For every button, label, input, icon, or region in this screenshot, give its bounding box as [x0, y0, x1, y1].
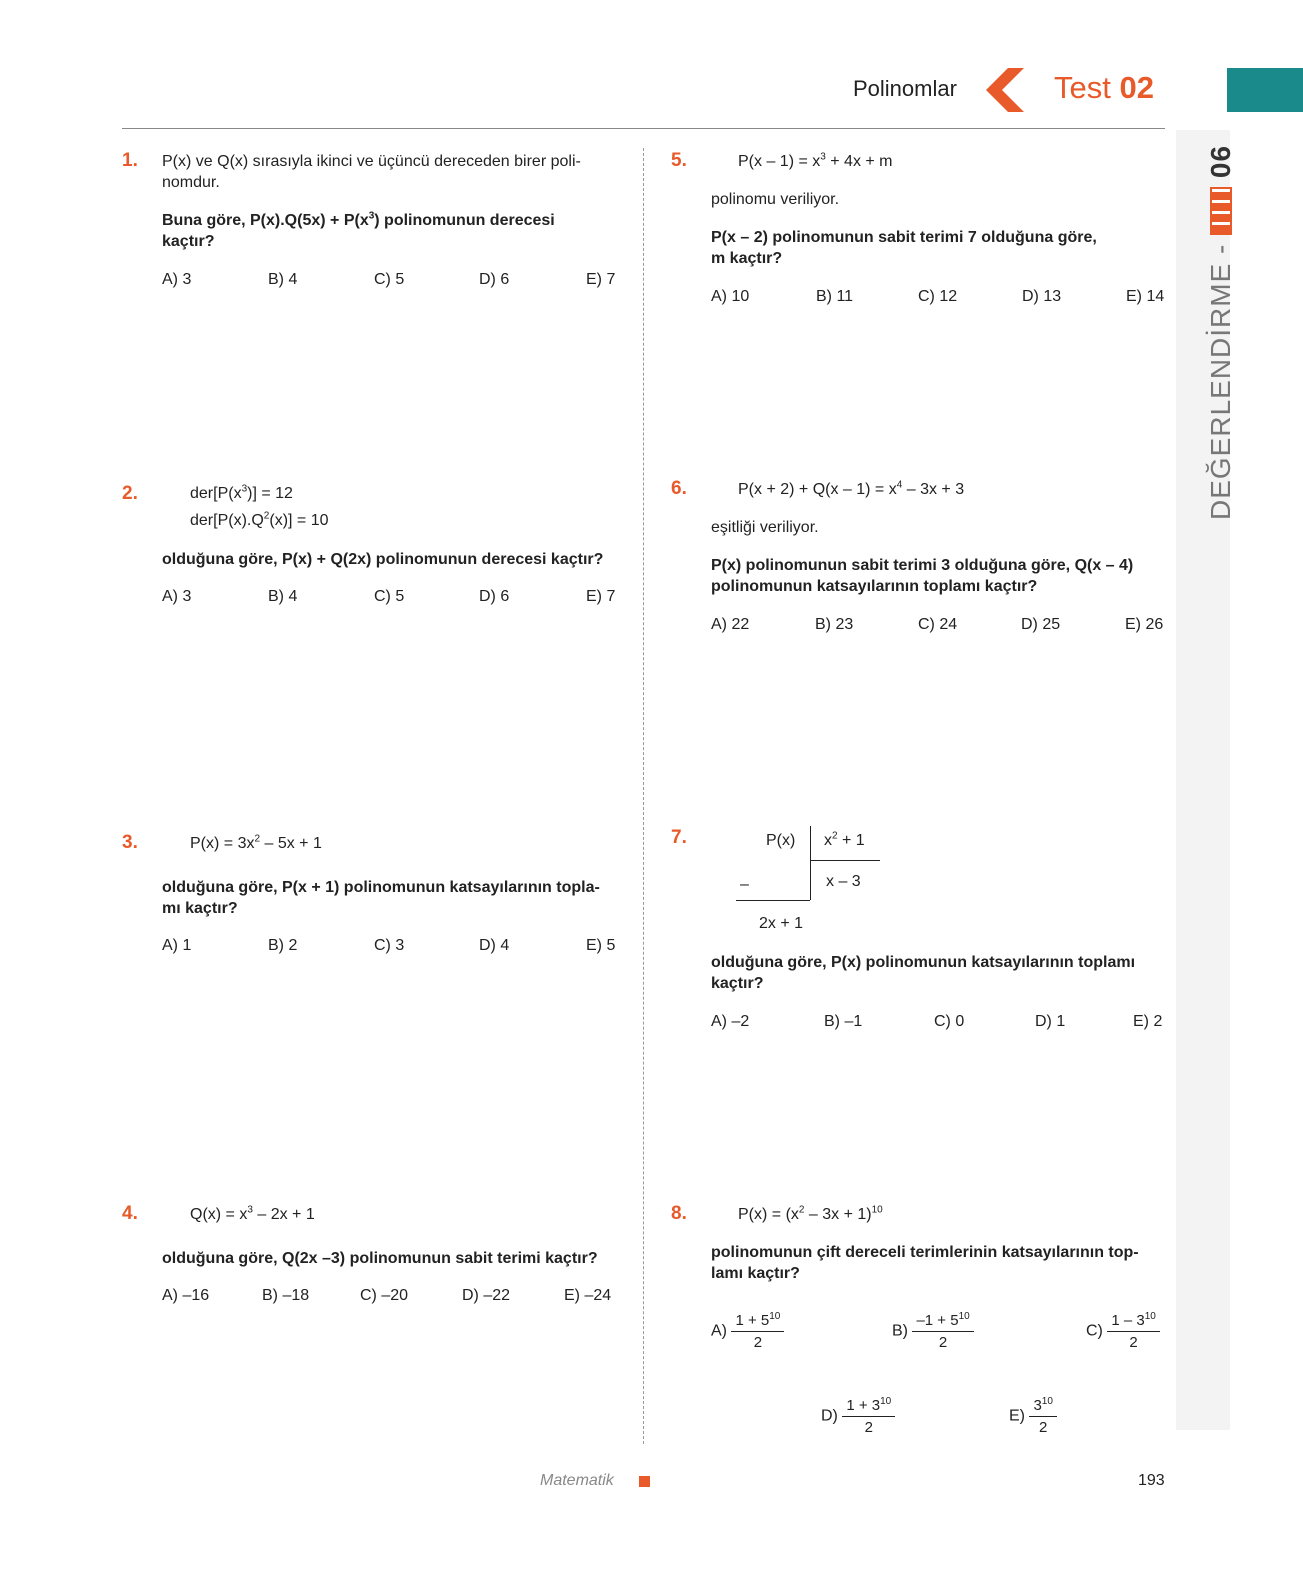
option-d[interactable]: D) 1	[1035, 1013, 1066, 1030]
option-e[interactable]: E) 2	[1133, 1013, 1163, 1030]
footer-square-icon	[639, 1476, 650, 1487]
option-a[interactable]: A) 22	[711, 616, 750, 633]
option-c[interactable]: C) 24	[918, 616, 958, 633]
question-prompt: olduğuna göre, P(x) polinomunun katsayılarının toplamı kaçtır?	[711, 954, 1136, 992]
option-d[interactable]: D) $\frac{1 + 3^{10}}{2}$	[821, 1397, 895, 1436]
question-equation: $P(x + 2) + Q(x - 1) = x^4 - 3x + 3$	[738, 479, 965, 498]
teal-tab	[1227, 68, 1303, 112]
option-e[interactable]: E) 7	[586, 271, 616, 288]
option-d[interactable]: D) 6	[479, 271, 510, 288]
option-b[interactable]: B) 4	[268, 271, 298, 288]
divisor-underline	[810, 860, 880, 861]
option-d[interactable]: D) –22	[462, 1287, 511, 1304]
option-d[interactable]: D) 25	[1021, 616, 1061, 633]
subtraction-line	[736, 900, 810, 901]
column-divider	[643, 148, 644, 1444]
option-e[interactable]: E) 14	[1126, 288, 1165, 305]
question-number: 3.	[122, 832, 138, 853]
question-number: 2.	[122, 483, 138, 504]
option-b[interactable]: B) 11	[816, 288, 854, 305]
option-d[interactable]: D) 6	[479, 588, 510, 605]
test-label: Test 02	[1054, 70, 1154, 105]
option-a[interactable]: A) 3	[162, 271, 192, 288]
option-c[interactable]: C) $\frac{1 - 3^{10}}{2}$	[1086, 1312, 1160, 1351]
question-prompt: P(x – 2) polinomunun sabit terimi 7 olduğuna göre, m kaçtır?	[711, 229, 1097, 267]
divisor: $x^2 + 1$	[824, 830, 865, 849]
remainder: 2x + 1	[759, 915, 804, 932]
option-b[interactable]: B) 4	[268, 588, 298, 605]
question-number: 6.	[671, 478, 687, 499]
question-equation: $P(x) = 3x^2 - 5x + 1$	[190, 833, 322, 852]
option-c[interactable]: C) 12	[918, 288, 958, 305]
option-a[interactable]: A) 10	[711, 288, 750, 305]
option-a[interactable]: A) $\frac{1 + 5^{10}}{2}$	[711, 1312, 784, 1351]
quotient: x – 3	[826, 873, 861, 890]
question-stem: P(x) ve Q(x) sırasıyla ikinci ve üçüncü dereceden birer poli- nomdur.	[162, 153, 581, 191]
option-d[interactable]: D) 13	[1022, 288, 1062, 305]
option-e[interactable]: E) –24	[564, 1287, 612, 1304]
option-c[interactable]: C) 3	[374, 937, 405, 954]
option-e[interactable]: E) 26	[1125, 616, 1164, 633]
question-prompt: Buna göre, $P(x).Q(5x) + P(x^3)$ polinomunun derecesi kaçtır?	[162, 210, 555, 250]
header-topic: Polinomlar	[853, 76, 957, 101]
question-prompt: olduğuna göre, Q(2x –3) polinomunun sabit terimi kaçtır?	[162, 1250, 598, 1267]
option-e[interactable]: E) 7	[586, 588, 616, 605]
question-prompt: polinomunun çift dereceli terimlerinin katsayılarının top- lamı kaçtır?	[711, 1244, 1139, 1282]
question-equation: $Q(x) = x^3 - 2x + 1$	[190, 1204, 315, 1223]
footer-subject: Matematik	[540, 1472, 614, 1489]
option-e[interactable]: E) $\frac{3^{10}}{2}$	[1009, 1397, 1057, 1436]
side-title: DEĞERLENDİRME - 06	[1205, 144, 1236, 520]
minus-sign: –	[740, 876, 749, 893]
option-a[interactable]: A) –16	[162, 1287, 210, 1304]
option-b[interactable]: B) $\frac{-1 + 5^{10}}{2}$	[892, 1312, 974, 1351]
question-number: 7.	[671, 827, 687, 848]
foy-logo-icon	[1210, 187, 1232, 235]
option-c[interactable]: C) 5	[374, 271, 405, 288]
option-b[interactable]: B) 23	[815, 616, 854, 633]
question-prompt: olduğuna göre, P(x) + Q(2x) polinomunun derecesi kaçtır?	[162, 551, 604, 568]
chevron-left-icon	[982, 66, 1026, 114]
option-b[interactable]: B) –18	[262, 1287, 310, 1304]
question-equation: $P(x) = (x^2 - 3x + 1)^{10}$	[738, 1204, 883, 1223]
option-d[interactable]: D) 4	[479, 937, 510, 954]
question-number: 5.	[671, 150, 687, 171]
question-prompt: olduğuna göre, P(x + 1) polinomunun katsayılarının topla- mı kaçtır?	[162, 879, 600, 917]
option-c[interactable]: C) 5	[374, 588, 405, 605]
option-c[interactable]: C) –20	[360, 1287, 409, 1304]
option-b[interactable]: B) –1	[824, 1013, 863, 1030]
question-number: 4.	[122, 1203, 138, 1224]
question-equation: $der[P(x^3)] = 12$ $der[P(x).Q^2(x)] = 10$	[190, 483, 329, 529]
option-a[interactable]: A) 3	[162, 588, 192, 605]
header-divider	[122, 128, 1165, 129]
question-stem: polinomu veriliyor.	[711, 191, 840, 208]
question-number: 8.	[671, 1203, 687, 1224]
question-number: 1.	[122, 150, 138, 171]
option-a[interactable]: A) –2	[711, 1013, 750, 1030]
option-e[interactable]: E) 5	[586, 937, 616, 954]
option-a[interactable]: A) 1	[162, 937, 192, 954]
option-b[interactable]: B) 2	[268, 937, 298, 954]
page-number: 193	[1138, 1472, 1165, 1489]
dividend: P(x)	[766, 832, 796, 849]
division-bar	[810, 826, 811, 900]
option-c[interactable]: C) 0	[934, 1013, 965, 1030]
question-stem: eşitliği veriliyor.	[711, 519, 819, 536]
question-equation: $P(x - 1) = x^3 + 4x + m$	[738, 151, 893, 170]
question-prompt: P(x) polinomunun sabit terimi 3 olduğuna göre, Q(x – 4) polinomunun katsayılarının toplamı kaçtır?	[711, 557, 1134, 595]
